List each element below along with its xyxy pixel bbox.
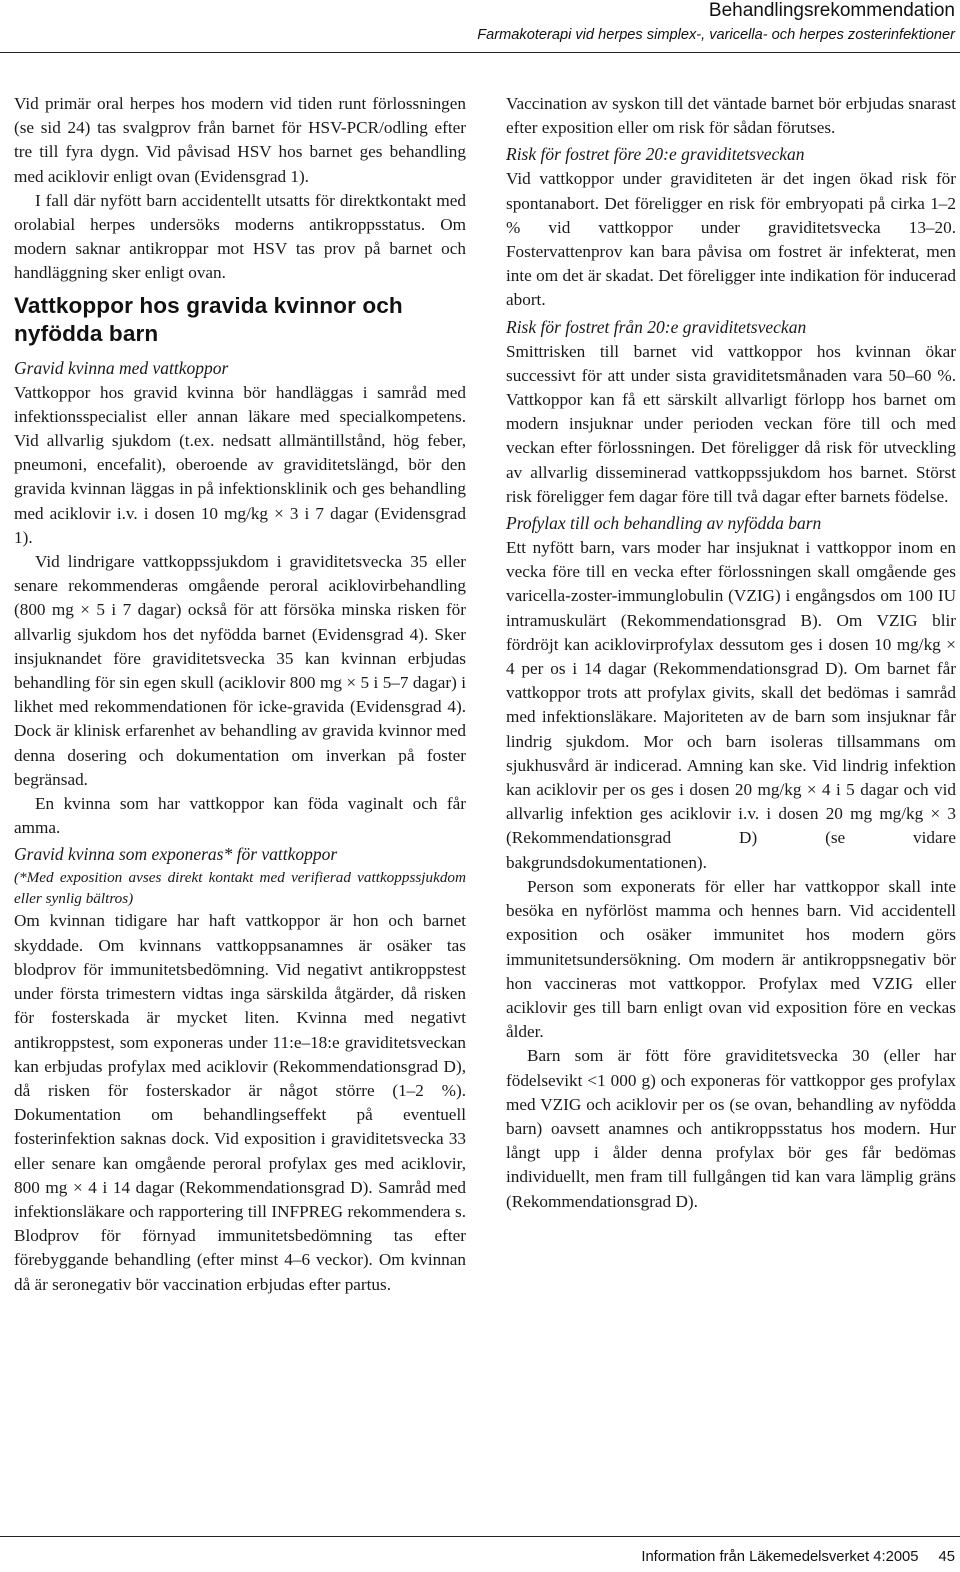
- subheading-risk-fran-20: Risk för fostret från 20:e graviditetsveckan: [506, 316, 807, 337]
- left-paragraph-3: Vattkoppor hos gravid kvinna bör handläggas i samråd med infektionsspecialist eller annan läkare med specialkompetens. Vid allvarlig sjukdom (t.ex. nedsatt allmäntillstånd, hög feber, pneumoni, encefalit), oberoende av graviditetslängd, bör den gravida kvinnan läggas in på infektionsklinik och ges behandling med aciklovir i.v. i dosen 10 mg/kg × 3 i 7 dagar (Evidensgrad 1).: [14, 382, 466, 547]
- right-paragraph-1: Vaccination av syskon till det väntade barnet bör erbjudas snarast efter exposition eller om risk för sådan förutses.: [506, 94, 956, 138]
- footer-source: Information från Läkemedelsverket 4:2005: [641, 1549, 919, 1565]
- subheading-profylax: Profylax till och behandling av nyfödda barn: [506, 513, 822, 534]
- header-divider: [0, 52, 960, 53]
- right-paragraph-6: Barn som är fött före graviditetsvecka 30 (eller har födelsevikt <1 000 g) och exponeras för vattkoppor ges profylax med VZIG och aciklovir per os (se ovan, behandling av nyfödda barn) oavsett anamnes och antikroppsstatus hos modern. Hur långt upp i ålder denna profylax bör ges får bedömas individuellt, men fram till fullgången tid kan vara lämplig gräns (Rekommendationsgrad D).: [506, 1046, 956, 1211]
- subheading-gravid-kvinna: Gravid kvinna med vattkoppor: [14, 357, 229, 378]
- header-title: Behandlingsrekommendation: [708, 0, 955, 21]
- left-column: [14, 92, 466, 1297]
- left-paragraph-2: I fall där nyfött barn accidentellt utsatts för direktkontakt med orolabial herpes undersöks moderns antikroppsstatus. Om modern saknar antikroppar mot HSV tas prov på barnet och handläggning sker enligt ovan.: [14, 190, 466, 283]
- subheading-risk-fore-20: Risk för fostret före 20:e graviditetsveckan: [506, 144, 805, 165]
- subheading-exponeras: Gravid kvinna som exponeras* för vattkoppor: [14, 844, 338, 865]
- right-paragraph-5: Person som exponerats för eller har vattkoppor skall inte besöka en nyförlöst mamma och hennes barn. Vid accidentell exposition och osäker immunitet hos modern görs immunitetsundersökning. Om modern är antikroppsnegativ bör hon vaccineras mot vattkoppor. Profylax med VZIG eller aciklovir ges till barn enligt ovan vid exposition före en veckas ålder.: [506, 876, 956, 1042]
- right-paragraph-2: Vid vattkoppor under graviditeten är det ingen ökad risk för spontanabort. Det föreligger en risk för embryopati på cirka 1–2 % vid vattkoppor under graviditetsvecka 13–20. Fostervattenprov kan bara påvisa om fostret är infekterat, men inte om det är skadat. Det föreligger inte indikation för inducerad abort.: [506, 169, 956, 310]
- right-paragraph-4: Ett nyfött barn, vars moder har insjuknat i vattkoppor inom en vecka före till en vecka efter förlossningen skall omgående ges varicella-zoster-immunglobulin (VZIG) i engångsdos om 100 IU intramuskulärt (Rekommendationsgrad B). Om VZIG blir fördröjt kan aciklovirprofylax dessutom ges i dosen 10 mg/kg × 4 per os i 14 dagar (Rekommendationsgrad D). Om barnet får vattkoppor trots att profylax givits, skall det bedömas i samråd med infektionsläkare. Majoriteten av de barn som insjuknar får lindrig sjukdom. Mor och barn isoleras tillsammans om sjukhusvård är indicerad. Amning kan ske. Vid lindrig infektion kan aciklovir per os ges i dosen 20 mg/kg × 4 i 5 dagar och vid allvarlig infektion ges aciklovir i.v. i dosen 20 mg mg/kg × 3 (Rekommendationsgrad D) (se vidare bakgrundsdokumentationen).: [506, 538, 956, 872]
- left-paragraph-5: En kvinna som har vattkoppor kan föda vaginalt och får amma.: [14, 794, 466, 838]
- left-paragraph-4: Vid lindrigare vattkoppssjukdom i graviditetsvecka 35 eller senare rekommenderas omgående peroral aciklovirbehandling (800 mg × 5 i 7 dagar) också för att försöka minska risken för allvarlig sjukdom hos det nyfödda barnet (Evidensgrad 4). Sker insjuknandet före graviditetsvecka 35 kan kvinnan erbjudas behandling för sin egen skull (aciklovir 800 mg × 5 i 5–7 dagar) i likhet med rekommendationen för icke-gravida (Evidensgrad 4). Dock är klinisk erfarenhet av behandling av gravida kvinnor med denna dosering och dokumentation om inverkan på foster begränsad.: [14, 552, 466, 789]
- footer-divider: [0, 1536, 960, 1537]
- exposure-note: (*Med exposition avses direkt kontakt med verifierad vattkoppssjukdom eller synlig bältros): [14, 869, 466, 908]
- header-subtitle: Farmakoterapi vid herpes simplex-, varicella- och herpes zosterinfektioner: [477, 27, 955, 43]
- left-paragraph-1: Vid primär oral herpes hos modern vid tiden runt förlossningen (se sid 24) tas svalgprov från barnet för HSV-PCR/odling efter tre till fyra dygn. Vid påvisad HSV hos barnet ges behandling med aciklovir enligt ovan (Evidensgrad 1).: [14, 94, 466, 186]
- right-paragraph-3: Smittrisken till barnet vid vattkoppor hos kvinnan ökar successivt för att under sista graviditetsmånaden vara 50–60 %. Vattkoppor kan få ett särskilt allvarligt förlopp hos barnet om modern insjuknar under perioden veckan före till och med veckan efter förlossningen. Det föreligger då risk för utveckling av allvarlig disseminerad vattkoppssjukdom hos barnet. Störst risk föreligger fem dagar före till två dagar efter barnets födelse.: [506, 341, 956, 506]
- right-column: [506, 92, 956, 1214]
- section-heading: Vattkoppor hos gravida kvinnor och nyfödda barn: [14, 292, 403, 346]
- page-number: 45: [938, 1549, 955, 1565]
- left-paragraph-6: Om kvinnan tidigare har haft vattkoppor är hon och barnet skyddade. Om kvinnans vattkoppsanamnes är osäker tas blodprov för immunitetsbedömning. Vid negativt antikroppstest under första trimestern vidtas inga särskilda åtgärder, då risken för fosterskada är mycket liten. Kvinna med negativt antikroppstest, som exponeras under 11:e–18:e graviditetsveckan kan erbjudas profylax med aciklovir (Rekommendationsgrad D), då risken för fosterskador är något större (1–2 %). Dokumentation om behandlingseffekt på eventuell fosterinfektion saknas dock. Vid exposition i graviditetsvecka 33 eller senare kan omgående peroral profylax ges med aciklovir, 800 mg × 4 i 14 dagar (Rekommendationsgrad D). Samråd med infektionsläkare och rapportering till INFPREG rekommendera s. Blodprov för förnyad immunitetsbedömning tas efter förebyggande behandling (efter minst 4–6 veckor). Om kvinnan då är seronegativ bör vaccination erbjudas efter partus.: [14, 911, 466, 1294]
- footer: [641, 1548, 955, 1566]
